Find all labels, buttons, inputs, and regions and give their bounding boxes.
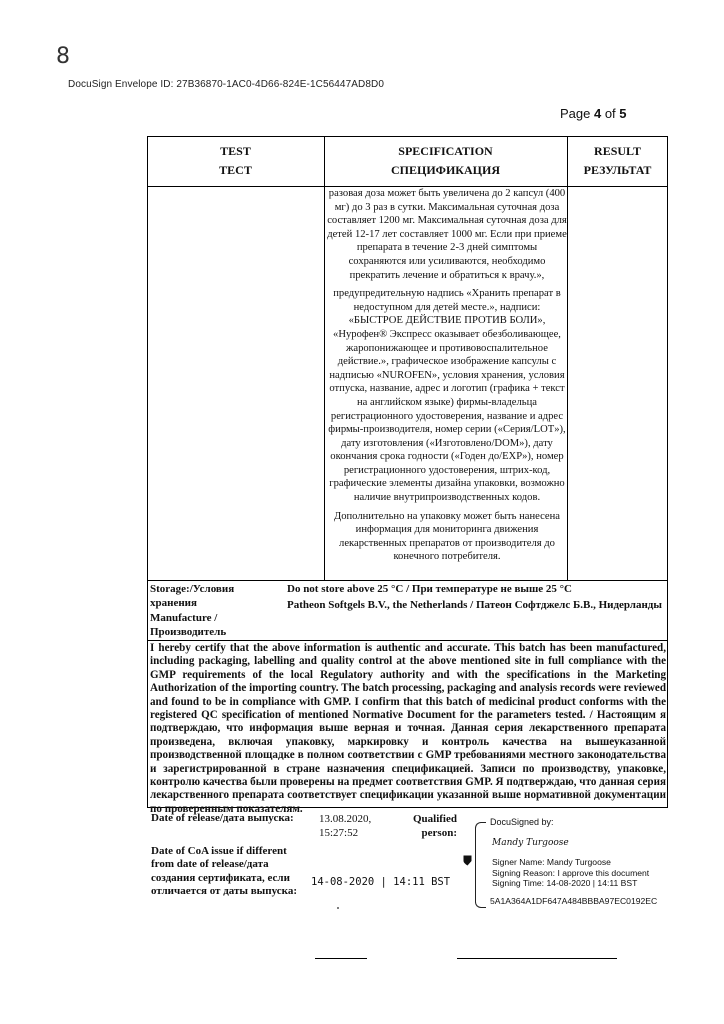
release-date-value: 13.08.2020, 15:27:52 xyxy=(319,813,372,839)
manufacture-value: Patheon Softgels B.V., the Netherlands / Патеон Софтджелс Б.В., Нидерланды xyxy=(287,599,662,611)
spec-paragraph: Дополнительно на упаковку может быть нанесена информация для мониторинга движения лекарственных препаратов от производителя до конечного потребителя. xyxy=(333,510,560,563)
qualified-person-label: Qualified person: xyxy=(412,813,457,839)
handwritten-signature: Mandy Turgoose xyxy=(492,838,569,848)
header-spec-en: SPECIFICATION xyxy=(398,144,493,158)
docusign-bracket xyxy=(475,822,486,908)
release-date-label: Date of release/дата выпуска: xyxy=(151,812,294,824)
stray-mark xyxy=(337,907,339,909)
certification-statement: I hereby certify that the above information is authentic and accurate. This batch has been manufactured, including packaging, labelling and quality control at the above mentioned site in full compliance with the GMP requirements of the local Regulatory authority and with the specifications in the Marketing Authorization of the importing country. The batch processing, packaging and analysis records were reviewed and found to be in compliance with GMP. I confirm that this batch of medicinal product conforms with the registered QC specification of mentioned Normative Document for the parameters tested. / Настоящим я подтверждаю, что информация выше верная и точная. Данная серия лекарственного препарата произведена, включая упаковку, маркировку и контроль качества на вышеуказанной производственной площадке в полном соответствии с GMP требованиями местного законодательства и зарегистрированной в стране назначения спецификацией. Записи по производству, упаковке, контролю качества были проверены на предмет соответствия GMP. Я подтверждаю, что данная серия лекарственного препарата соответствует спецификации указанной выше нормативной документации по проверенным показателям. xyxy=(150,642,666,815)
docusign-envelope-id: DocuSign Envelope ID: 27B36870-1AC0-4D66-824E-1C56447AD8D0 xyxy=(68,79,384,90)
page-current: 4 xyxy=(593,106,602,121)
header-test-ru: ТЕСТ xyxy=(219,163,252,177)
header-result-ru: РЕЗУЛЬТАТ xyxy=(583,163,652,177)
page-total: 5 xyxy=(619,106,627,121)
header-specification xyxy=(324,142,567,180)
header-test xyxy=(147,142,324,180)
header-result xyxy=(567,142,668,180)
column-divider-2 xyxy=(567,136,568,580)
storage-label: Storage:/Условия хранения xyxy=(150,583,235,609)
signing-reason: Signing Reason: I approve this document xyxy=(492,867,650,878)
storage-manufacture-labels xyxy=(150,583,280,639)
docusigned-by: DocuSigned by: xyxy=(490,817,554,827)
docusign-hash: 5A1A364A1DF647A484BBBA97EC0192EC xyxy=(490,896,658,906)
spec-paragraph: предупредительную надпись «Хранить препарат в недоступном для детей месте.», надписи: «БЫСТРОЕ ДЕЙСТВИЕ ПРОТИВ БОЛИ», «Нурофен® Экспресс оказывает обезболивающее, жаропонижающее и противовоспалительное действие.», графическое изображение капсулы с надписью «NUROFEN», условия хранения, условия отпуска, название, адрес и логотип (графика + текст на английском языке) фирмы-владельца регистрационного удостоверения, название и адрес фирмы-производителя, номер серии («Серия/LOT»), дату изготовления («Изготовлено/DOM»), дату окончания срока годности («Годен до/EXP»), номер регистрационного удостоверения, штрих-код, графические элементы дизайна упаковки, возможно наличие внутрипроизводственных кодов. xyxy=(328,288,566,504)
header-spec-ru: СПЕЦИФИКАЦИЯ xyxy=(390,163,500,177)
signer-name: Signer Name: Mandy Turgoose xyxy=(492,857,611,867)
page-of: of xyxy=(601,106,620,121)
page-label: Page xyxy=(560,106,594,121)
coa-issue-label: Date of CoA issue if different from date of release/дата создания сертификата, если отличается от даты выпуска: xyxy=(151,845,297,897)
docusign-shield-icon xyxy=(463,855,472,866)
spec-paragraph: разовая доза может быть увеличена до 2 капсул (400 мг) до 3 раз в сутки. Максимальная суточная доза составляет 1200 мг. Максимальная суточная доза для детей 12-17 лет составляет 1000 мг. Если при приеме препарата в течение 2-3 дней симптомы сохраняются или усиливаются, необходимо прекратить лечение и обратиться к врачу.», xyxy=(327,188,567,281)
handwritten-page-mark: 8 xyxy=(56,44,70,69)
coa-issue-value: 14-08-2020 | 14:11 BST xyxy=(311,876,451,888)
header-result-en: RESULT xyxy=(594,144,641,158)
signature-line-left xyxy=(315,958,367,959)
signature-line-right xyxy=(457,958,617,959)
header-test-en: TEST xyxy=(220,144,251,158)
specification-text xyxy=(327,187,567,569)
page-number xyxy=(560,106,627,121)
column-divider-1 xyxy=(324,136,325,580)
signing-time: Signing Time: 14-08-2020 | 14:11 BST xyxy=(492,878,638,889)
storage-manufacture-values xyxy=(287,581,667,613)
manufacture-label: Manufacture / Производитель xyxy=(150,612,227,638)
storage-value: Do not store above 25 °C / При температуре не выше 25 °C xyxy=(287,583,572,595)
docusign-details xyxy=(492,857,649,889)
certification-row-divider xyxy=(147,640,668,641)
